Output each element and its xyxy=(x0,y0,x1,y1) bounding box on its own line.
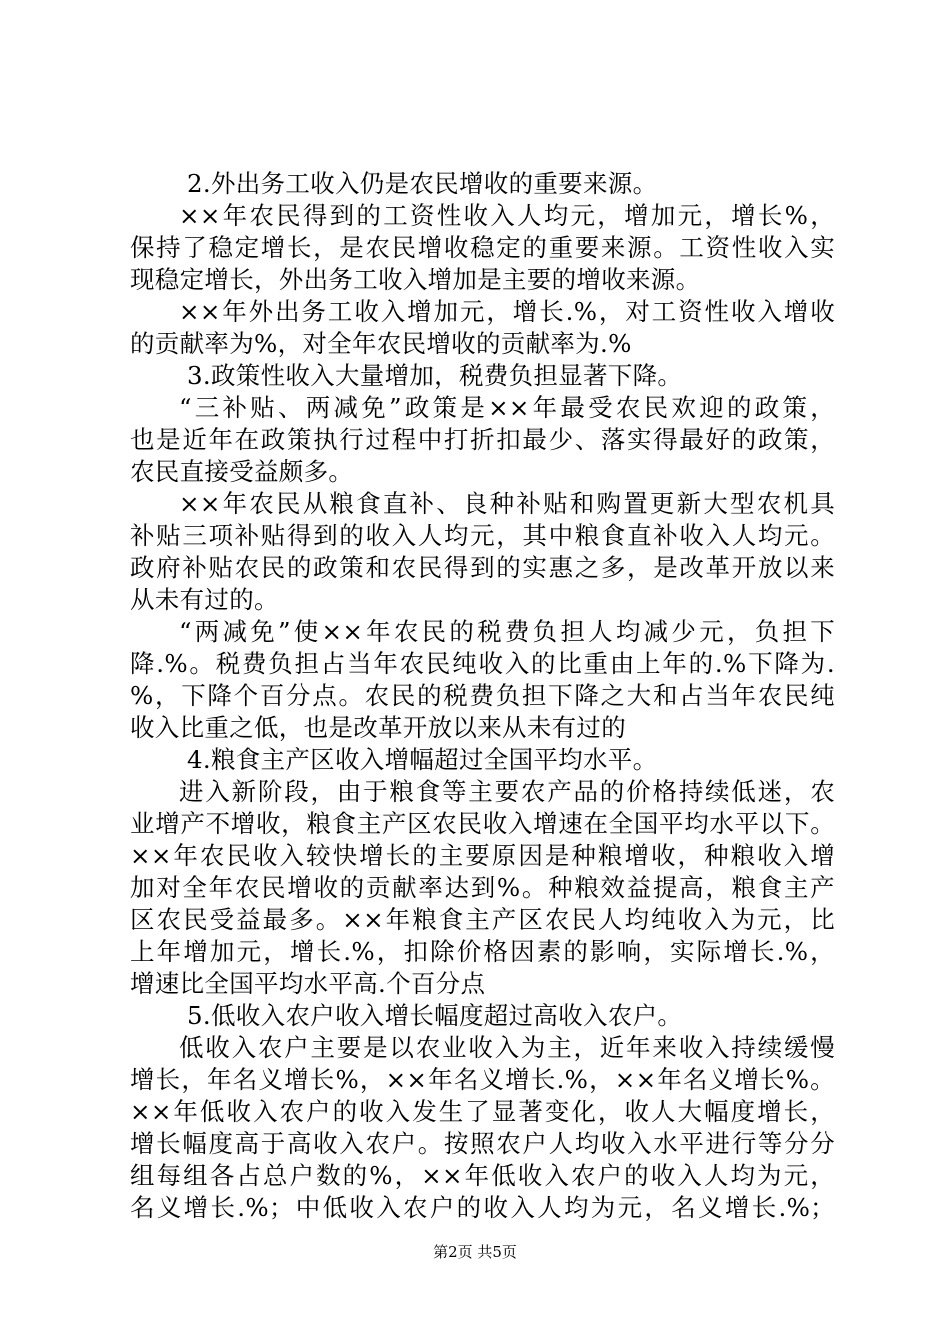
paragraph-line: ××年农民从粮食直补、良种补贴和购置更新大型农机具 xyxy=(179,489,835,518)
paragraph-line: 政府补贴农民的政策和农民得到的实惠之多，是改革开放以来 xyxy=(130,553,835,582)
paragraph-line: 低收入农户主要是以农业收入为主，近年来收入持续缓慢 xyxy=(179,1033,835,1062)
paragraph-line: 加对全年农民增收的贡献率达到%。种粮效益提高，粮食主产 xyxy=(130,873,835,902)
section-heading: 3.政策性收入大量增加，税费负担显著下降。 xyxy=(187,361,683,390)
paragraph-line: 增长幅度高于高收入农户。按照农户人均收入水平进行等分分 xyxy=(130,1129,835,1158)
page-footer: 第2页 共5页 xyxy=(433,1243,517,1261)
section-heading: 2.外出务工收入仍是农民增收的重要来源。 xyxy=(187,169,658,198)
paragraph-line: 农民直接受益颇多。 xyxy=(130,457,354,486)
paragraph-line: 上年增加元，增长.%，扣除价格因素的影响，实际增长.%， xyxy=(130,937,835,966)
paragraph-line: 收入比重之低，也是改革开放以来从未有过的 xyxy=(130,713,626,742)
paragraph-line: 降.%。税费负担占当年农民纯收入的比重由上年的.%下降为. xyxy=(130,649,835,678)
paragraph-line: ××年农民得到的工资性收入人均元，增加元，增长%， xyxy=(179,201,835,230)
section-heading: 5.低收入农户收入增长幅度超过高收入农户。 xyxy=(187,1001,683,1030)
paragraph-line: %，下降个百分点。农民的税费负担下降之大和占当年农民纯 xyxy=(130,681,835,710)
paragraph-line: 的贡献率为%，对全年农民增收的贡献率为.% xyxy=(130,329,632,358)
paragraph-line: 进入新阶段，由于粮食等主要农产品的价格持续低迷，农 xyxy=(179,777,835,806)
paragraph-line: 增速比全国平均水平高.个百分点 xyxy=(130,969,486,998)
paragraph-line: 保持了稳定增长，是农民增收稳定的重要来源。工资性收入实 xyxy=(130,233,835,262)
paragraph-line: 增长，年名义增长%，××年名义增长.%，××年名义增长%。 xyxy=(130,1065,835,1094)
paragraph-line: 组每组各占总户数的%，××年低收入农户的收入人均为元， xyxy=(130,1161,835,1190)
paragraph-line: 区农民受益最多。××年粮食主产区农民人均纯收入为元，比 xyxy=(130,905,835,934)
paragraph-line: 补贴三项补贴得到的收入人均元，其中粮食直补收入人均元。 xyxy=(130,521,835,550)
section-heading: 4.粮食主产区收入增幅超过全国平均水平。 xyxy=(187,745,658,774)
document-body xyxy=(130,168,835,1224)
paragraph-line: 现稳定增长，外出务工收入增加是主要的增收来源。 xyxy=(130,265,701,294)
paragraph-line: “两减免”使××年农民的税费负担人均减少元，负担下 xyxy=(179,617,835,646)
paragraph-line: ××年低收入农户的收入发生了显著变化，收人大幅度增长， xyxy=(130,1097,835,1126)
paragraph-line: “三补贴、两减免”政策是××年最受农民欢迎的政策， xyxy=(179,393,835,422)
paragraph-line: 从未有过的。 xyxy=(130,585,279,614)
paragraph-line: 名义增长.%；中低收入农户的收入人均为元，名义增长.%； xyxy=(130,1193,835,1222)
paragraph-line: 业增产不增收，粮食主产区农民收入增速在全国平均水平以下。 xyxy=(130,809,835,838)
paragraph-line: 也是近年在政策执行过程中打折扣最少、落实得最好的政策， xyxy=(130,425,835,454)
paragraph-line: ××年农民收入较快增长的主要原因是种粮增收，种粮收入增 xyxy=(130,841,835,870)
paragraph-line: ××年外出务工收入增加元，增长.%，对工资性收入增收 xyxy=(179,297,835,326)
